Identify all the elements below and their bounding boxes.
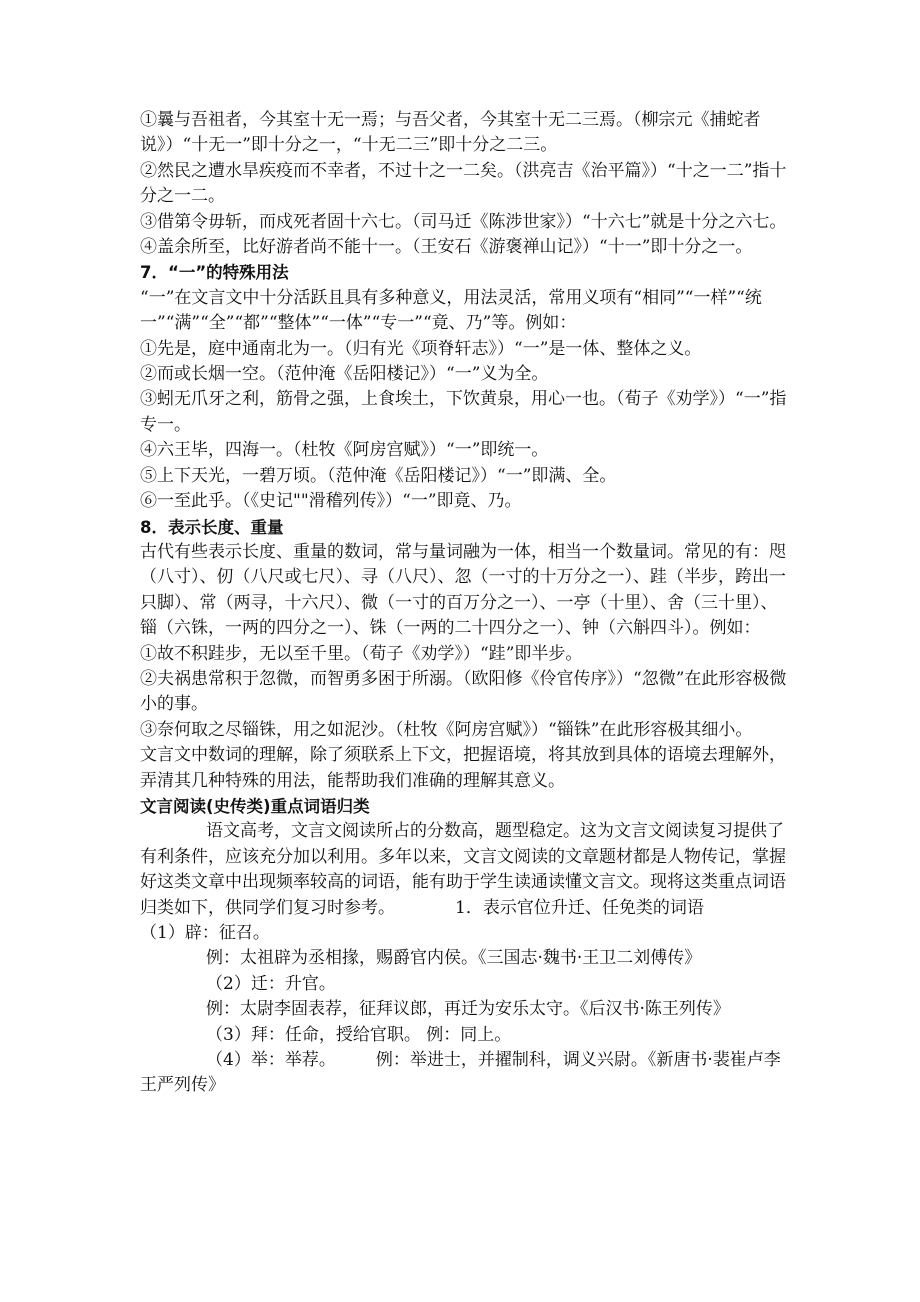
section-7-example-3: ③蚓无爪牙之利，筋骨之强，上食埃土，下饮黄泉，用心一也。（荀子《劝学》）“一”指专一。 bbox=[140, 389, 787, 435]
section-9-intro bbox=[140, 819, 788, 946]
item-2-label: （2）迁：升官。 bbox=[206, 973, 336, 994]
item-2-example: 例：太尉李固表荐，征拜议郎，再迁为安乐太守。《后汉书·陈王列传》 bbox=[206, 999, 730, 1020]
fraction-example-1: ①曩与吾祖者，今其室十无一焉；与吾父者，今其室十无二三焉。（柳宗元《捕蛇者说》）“十无一”即十分之一，“十无二三”即十分之二三。 bbox=[140, 110, 761, 156]
section-8-summary: 文言文中数词的理解，除了须联系上下文，把握语境，将其放到具体的语境去理解外，弄清其几种特殊的用法，能帮助我们准确的理解其意义。 bbox=[140, 745, 786, 791]
section-7-example-5: ⑤上下天光，一碧万顷。（范仲淹《岳阳楼记》）“一”即满、全。 bbox=[140, 465, 617, 486]
category-1-label: 1．表示官位升迁、任免类的词语 bbox=[455, 897, 704, 918]
section-9-heading: 文言阅读(史传类)重点词语归类 bbox=[140, 796, 370, 816]
section-8-example-2: ②夫祸患常积于忽微，而智勇多困于所溺。（欧阳修《伶官传序》）“忽微”在此形容极微小的事。 bbox=[140, 668, 787, 715]
section-8-intro: 古代有些表示长度、重量的数词，常与量词融为一体，相当一个数量词。常见的有：咫（八寸）、仞（八尺或七尺）、寻（八尺）、忽（一寸的十万分之一）、跬（半步，跨出一只脚）、常（两寻，十六尺）、微（一寸的百万分之一）、一亭（十里）、舍（三十里）、锱（六铢，一两的四分之一）、铢（一两的二十四分之一）、钟（六斛四斗）。例如： bbox=[140, 541, 786, 639]
fraction-example-4: ④盖余所至，比好游者尚不能十一。（王安石《游褒禅山记》）“十一”即十分之一。 bbox=[140, 237, 753, 258]
section-8-example-1: ①故不积跬步，无以至千里。（荀子《劝学》）“跬”即半步。 bbox=[140, 643, 583, 664]
item-4-label: （4）举：举荐。 bbox=[206, 1050, 336, 1071]
section-7-example-4: ④六王毕，四海一。（杜牧《阿房宫赋》）“一”即统一。 bbox=[140, 440, 549, 461]
section-9-intro-text: 语文高考，文言文阅读所占的分数高，题型稳定。这为文言文阅读复习提供了有利条件，应该充分加以利用。多年以来，文言文阅读的文章题材都是人物传记，掌握好这类文章中出现频率较高的词语，能有助于学生读通读懂文言文。现将这类重点词语归类如下，供同学们复习时参考。 bbox=[140, 821, 786, 918]
section-7-example-1: ①先是，庭中通南北为一。（归有光《项脊轩志》）“一”是一体、整体之义。 bbox=[140, 338, 702, 359]
item-4-block bbox=[140, 1048, 788, 1099]
document-page bbox=[140, 108, 788, 1099]
section-7-heading: 7．“一”的特殊用法 bbox=[140, 263, 289, 283]
section-8-example-3: ③奈何取之尽锱铢，用之如泥沙。（杜牧《阿房宫赋》）“锱铢”在此形容极其细小。 bbox=[140, 719, 753, 740]
item-1-example: 例：太祖辟为丞相掾，赐爵官内侯。《三国志·魏书·王卫二刘傅传》 bbox=[206, 948, 702, 969]
section-8-heading: 8．表示长度、重量 bbox=[140, 517, 284, 537]
item-3-label: （3）拜：任命，授给官职。 例：同上。 bbox=[206, 1024, 512, 1045]
item-4-example: 例：举进士，并擢制科，调义兴尉。《新唐书·裴崔卢李王严列传》 bbox=[140, 1050, 781, 1096]
item-1-label: （1）辟：征召。 bbox=[140, 923, 270, 943]
section-7-intro: “一”在文言文中十分活跃且具有多种意义，用法灵活，常用义项有“相同”“一样”“统一”“满”“全”“都”“整体”“一体”“专一”“竟、乃”等。例如： bbox=[140, 287, 762, 334]
section-7-example-6: ⑥一至此乎。（《史记""滑稽列传》）“一”即竟、乃。 bbox=[140, 491, 522, 512]
fraction-example-3: ③借第令毋斩，而戍死者固十六七。（司马迁《陈涉世家》）“十六七”就是十分之六七。 bbox=[140, 211, 787, 232]
section-7-example-2: ②而或长烟一空。（范仲淹《岳阳楼记》）“一”义为全。 bbox=[140, 364, 549, 385]
fraction-example-2: ②然民之遭水旱疾疫而不幸者，不过十之一二矣。（洪亮吉《治平篇》）“十之一二”指十分之一二。 bbox=[140, 160, 787, 207]
